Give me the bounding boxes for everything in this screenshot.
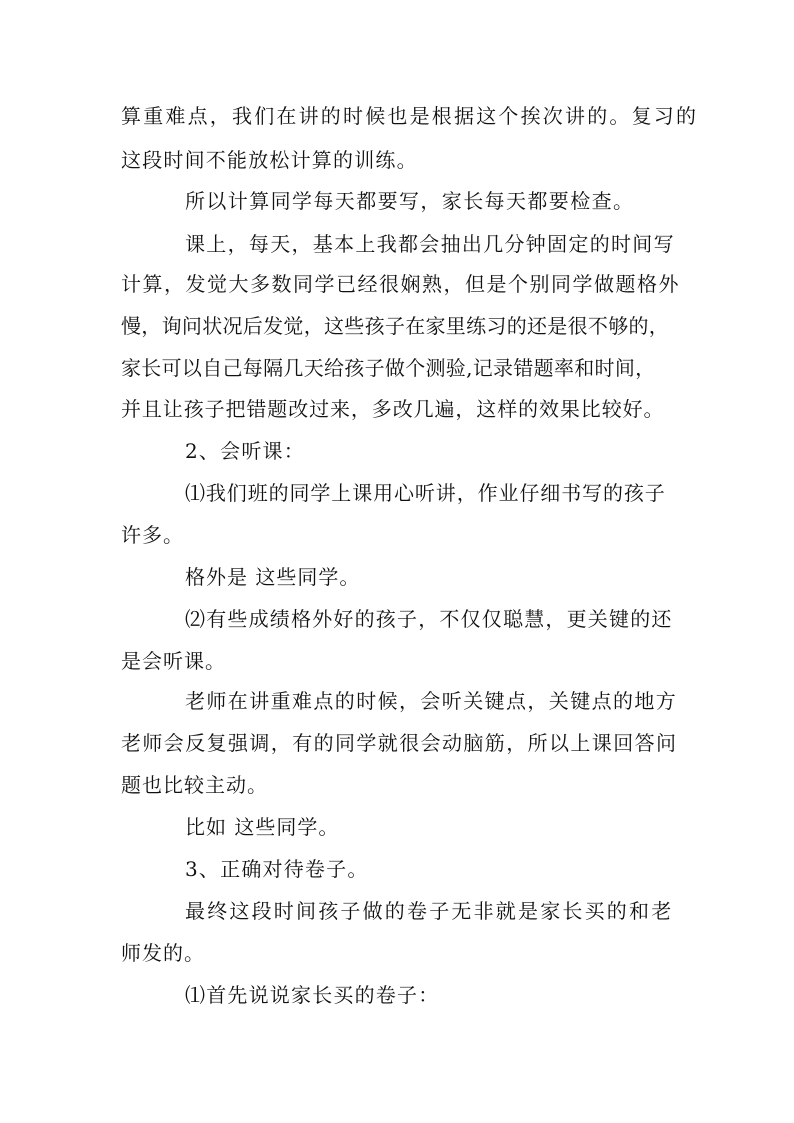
paragraph-line: ⑴首先说说家长买的卷子： — [185, 983, 440, 1007]
paragraph-line: 题也比较主动。 — [121, 773, 268, 797]
paragraph-line: 格外是 这些同学。 — [185, 565, 361, 589]
paragraph-line: 所以计算同学每天都要写，家长每天都要检查。 — [185, 189, 635, 213]
paragraph-line: 老师会反复强调，有的同学就很会动脑筋，所以上课回答问 — [121, 731, 678, 755]
paragraph-line: 计算，发觉大多数同学已经很娴熟，但是个别同学做题格外 — [121, 272, 680, 296]
paragraph-line: 最终这段时间孩子做的卷子无非就是家长买的和老 — [185, 899, 674, 923]
section-heading: 3、正确对待卷子。 — [185, 857, 369, 881]
paragraph-line: 比如 这些同学。 — [185, 815, 340, 839]
paragraph-line: 老师在讲重难点的时候，会听关键点，关键点的地方 — [185, 689, 678, 713]
paragraph-line: ⑴我们班的同学上课用心听讲，作业仔细书写的孩子 — [185, 481, 666, 505]
paragraph-line: 这段时间不能放松计算的训练。 — [121, 148, 418, 172]
paragraph-line: 慢，询问状况后发觉，这些孩子在家里练习的还是很不够的， — [121, 314, 670, 338]
paragraph-line: 师发的。 — [121, 941, 205, 965]
paragraph-line: 并且让孩子把错题改过来，多改几遍，这样的效果比较好。 — [121, 397, 665, 421]
paragraph-line: 课上，每天，基本上我都会抽出几分钟固定的时间写 — [185, 232, 675, 256]
paragraph-line: 许多。 — [121, 523, 184, 547]
paragraph-line: 是会听课。 — [121, 649, 226, 673]
paragraph-line: 算重难点，我们在讲的时候也是根据这个挨次讲的。复习的 — [121, 104, 699, 128]
paragraph-line: 家长可以自己每隔几天给孩子做个测验,记录错题率和时间， — [121, 356, 656, 380]
section-heading: 2、会听课： — [185, 439, 305, 463]
paragraph-line: ⑵有些成绩格外好的孩子，不仅仅聪慧，更关键的还 — [185, 607, 673, 631]
